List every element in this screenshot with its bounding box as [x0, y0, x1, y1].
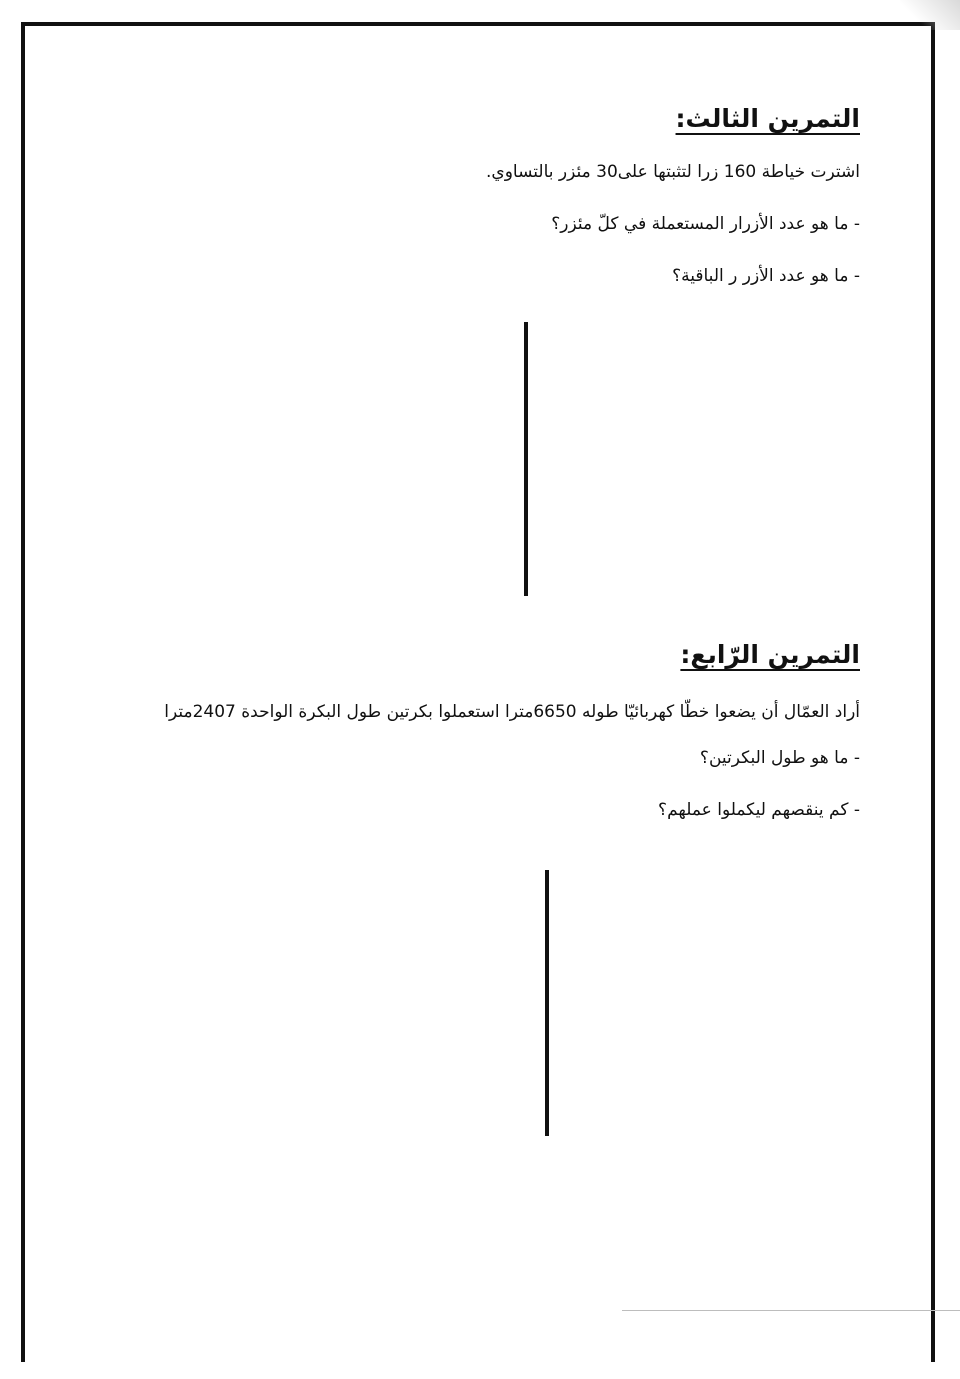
exercise-3-question-1: - ما هو عدد الأزرار المستعملة في كلّ مئزر؟: [551, 213, 860, 234]
exercise-4-question-2: - كم ينقصهم ليكملوا عملهم؟: [658, 799, 860, 820]
exercise-3-question-2: - ما هو عدد الأزر ر الباقية؟: [672, 265, 860, 286]
exercise-4: [90, 640, 860, 851]
exercise-3-statement: اشترت خياطة 160 زرا لتثبتها على30 مئزر بالتساوي.: [486, 162, 860, 182]
answer-divider-1: [524, 322, 528, 596]
exercise-4-statement: أراد العمّال أن يضعوا خطّا كهربائيّا طوله 6650مترا استعملوا بكرتين طول البكرة الواحدة 2407مترا: [164, 702, 860, 722]
exercise-4-question-1: - ما هو طول البكرتين؟: [699, 748, 860, 768]
exercise-3: [90, 104, 860, 316]
answer-divider-2: [545, 870, 549, 1136]
page-corner-shadow: [900, 0, 960, 30]
footer-rule: [622, 1310, 960, 1311]
exercise-4-heading: التمرين الرّابع:: [680, 640, 860, 669]
exercise-3-heading: التمرين الثالث:: [675, 104, 860, 133]
